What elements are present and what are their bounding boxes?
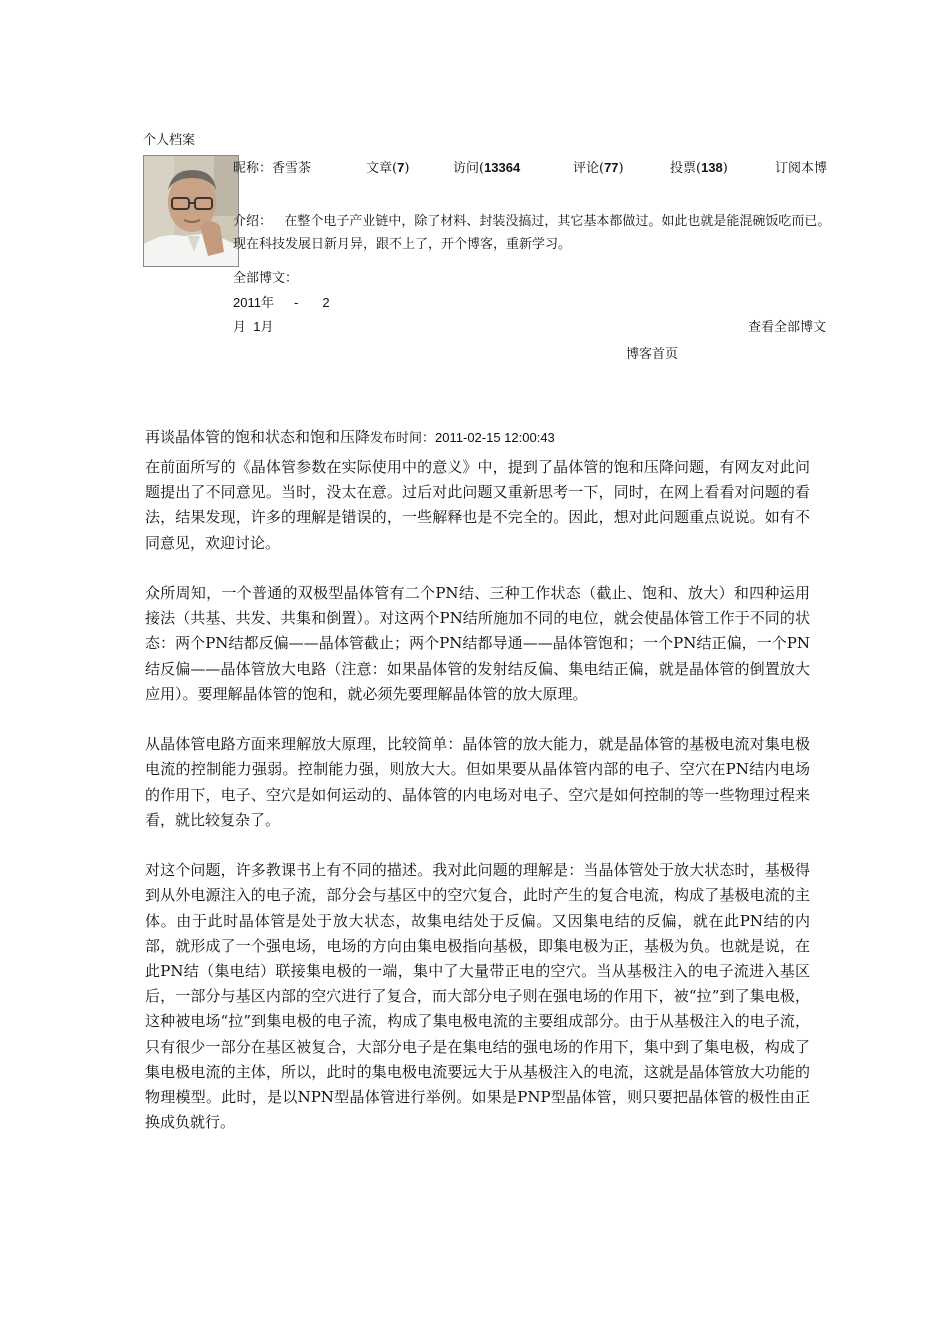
profile-intro xyxy=(233,210,838,256)
nickname-label: 昵称： xyxy=(233,161,273,176)
all-posts-label: 全部博文： xyxy=(233,271,299,286)
nickname-value: 香雪茶 xyxy=(272,161,312,176)
votes-count: 138 xyxy=(701,160,723,175)
view-all-posts-link[interactable]: 查看全部博文 xyxy=(748,320,827,335)
archive-month-label: 月 xyxy=(233,319,247,334)
post-title: 再谈晶体管的饱和状态和饱和压降 xyxy=(145,428,371,446)
post-body xyxy=(145,455,810,1161)
post-paragraph: 对这个问题，许多教课书上有不同的描述。我对此问题的理解是：当晶体管处于放大状态时，基极得到从外电源注入的电子流，部分会与基区中的空穴复合，此时产生的复合电流，构成了基极电流的主体。由于此时晶体管是处于放大状态，故集电结处于反偏。又因集电结的反偏，就在此PN结的内部，就形成了一个强电场，电场的方向由集电极指向基极，即集电极为正，基极为负。也就是说，在此PN结（集电结）联接集电极的一端，集中了大量带正电的空穴。当从基极注入的电子流进入基区后，一部分与基区内部的空穴进行了复合，而大部分电子则在强电场的作用下，被“拉”到了集电极，这种被电场“拉”到集电极的电子流，构成了集电极电流的主要组成部分。由于从基极注入的电子流，只有很少一部分在基区被复合，大部分电子是在集电结的强电场的作用下，集中到了集电极，构成了集电极电流的主体，所以，此时的集电极电流要远大于从基极注入的电流，这就是晶体管放大功能的物理模型。此时，是以NPN型晶体管进行举例。如果是PNP型晶体管，则只要把晶体管的极性由正换成负就行。 xyxy=(145,861,810,1132)
nickname-stat xyxy=(233,157,311,176)
archive-dash: - xyxy=(293,295,299,310)
archive-month-row[interactable] xyxy=(233,316,273,335)
articles-label: 文章( xyxy=(366,161,398,176)
comments-label: 评论( xyxy=(573,161,605,176)
comments-stat[interactable] xyxy=(573,157,624,176)
votes-suffix: ) xyxy=(722,161,728,176)
profile-heading: 个人档案 xyxy=(143,133,196,148)
visits-count: 13364 xyxy=(484,160,521,175)
visits-label: 访问( xyxy=(453,161,485,176)
archive-year-row[interactable] xyxy=(233,292,330,311)
intro-text: 在整个电子产业链中，除了材料、封装没搞过，其它基本都做过。如此也就是能混碗饭吃而已。现在科技发展日新月异，跟不上了，开个博客，重新学习。 xyxy=(233,214,831,252)
visits-stat[interactable] xyxy=(453,157,520,176)
post-paragraph: 众所周知，一个普通的双极型晶体管有二个PN结、三种工作状态（截止、饱和、放大）和四种运用接法（共基、共发、共集和倒置）。对这两个PN结所施加不同的电位，就会使晶体管工作于不同的状态：两个PN结都反偏——晶体管截止；两个PN结都导通——晶体管饱和；一个PN结正偏，一个PN结反偏——晶体管放大电路（注意：如果晶体管的发射结反偏、集电结正偏，就是晶体管的倒置放大应用）。要理解晶体管的饱和，就必须先要理解晶体管的放大原理。 xyxy=(145,584,810,703)
votes-label: 投票( xyxy=(670,161,702,176)
archive-year: 2011年 xyxy=(233,295,274,310)
archive-count: 2 xyxy=(322,295,330,310)
post-paragraph: 从晶体管电路方面来理解放大原理，比较简单：晶体管的放大能力，就是晶体管的基极电流对集电极电流的控制能力强弱。控制能力强，则放大大。但如果要从晶体管内部的电子、空穴在PN结内电场的作用下，电子、空穴是如何运动的、晶体管的内电场对电子、空穴是如何控制的等一些物理过程来看，就比较复杂了。 xyxy=(145,735,810,829)
post-time-value: 2011-02-15 12:00:43 xyxy=(435,430,555,445)
post-paragraph: 在前面所写的《晶体管参数在实际使用中的意义》中，提到了晶体管的饱和压降问题，有网友对此问题提出了不同意见。当时，没太在意。过后对此问题又重新思考一下，同时，在网上看看对问题的看法，结果发现，许多的理解是错误的，一些解释也是不完全的。因此，想对此问题重点说说。如有不同意见，欢迎讨论。 xyxy=(145,458,810,552)
post-title-row xyxy=(145,426,555,447)
articles-suffix: ) xyxy=(404,161,410,176)
subscribe-link[interactable]: 订阅本博 xyxy=(775,161,828,176)
avatar xyxy=(143,155,239,267)
avatar-photo xyxy=(144,156,239,267)
post-time-label: 发布时间： xyxy=(370,431,436,446)
comments-count: 77 xyxy=(604,160,619,175)
intro-label: 介绍： xyxy=(233,214,273,229)
articles-stat[interactable] xyxy=(366,157,409,176)
articles-count: 7 xyxy=(397,160,405,175)
votes-stat[interactable] xyxy=(670,157,728,176)
blog-home-link[interactable]: 博客首页 xyxy=(626,347,679,362)
comments-suffix: ) xyxy=(618,161,624,176)
archive-month-value: 1月 xyxy=(253,319,274,334)
